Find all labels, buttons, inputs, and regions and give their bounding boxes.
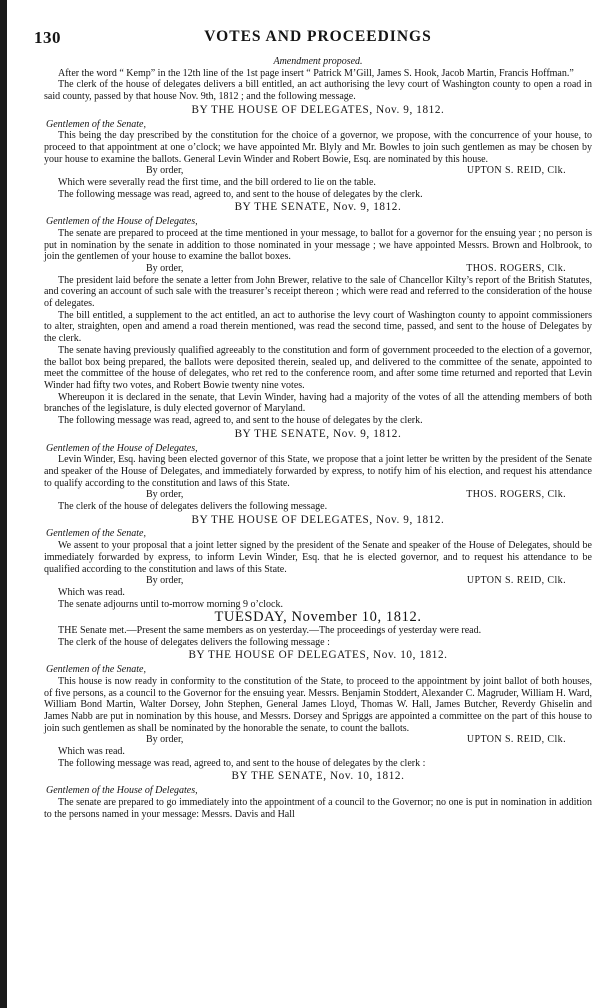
message-heading: BY THE SENATE, Nov. 9, 1812.	[234, 427, 402, 440]
by-order-text: By order,	[146, 734, 184, 746]
paragraph: The president laid before the senate a letter from John Brewer, relative to the sale of Chancellor Kilty’s report of the British Statutes, and covering an account of such sale with the treasurer’s receipt thereon ; which were read and referred to the consideration of the house of delegates.	[44, 274, 592, 310]
paragraph: Whereupon it is declared in the senate, that Levin Winder, having had a majority of the votes of all the attending members of both branches of the legislature, is duly elected governor of Maryland.	[44, 391, 592, 415]
paragraph: The following message was read, agreed to, and sent to the house of delegates by the clerk.	[58, 415, 423, 427]
paragraph: The clerk of the house of delegates delivers the following message.	[58, 501, 328, 513]
paragraph: The clerk of the house of delegates delivers the following message :	[58, 636, 330, 648]
document-body	[44, 56, 592, 820]
paragraph: Which were severally read the first time, and the bill ordered to lie on the table.	[58, 177, 376, 189]
page-header	[34, 26, 592, 56]
paragraph: After the word “ Kemp” in the 12th line of the 1st page insert “ Patrick M’Gill, James S. Hook, Jacob Martin, Francis Hoffman.”	[58, 67, 574, 79]
signature-line	[44, 489, 592, 501]
salutation: Gentlemen of the House of Delegates,	[46, 442, 198, 454]
page-number: 130	[34, 28, 61, 47]
signature-line	[44, 575, 592, 587]
paragraph: The senate are prepared to proceed at the time mentioned in your message, to ballot for a governor for the ensuing year ; no person is put in nomination by the senate in addition to those nominated in your message ; we have appointed Messrs. Brown and Holbrook, to join the gentlemen of your house to examine the ballot boxes.	[44, 227, 592, 263]
salutation: Gentlemen of the Senate,	[46, 528, 146, 540]
clerk-signature: THOS. ROGERS, Clk.	[466, 262, 566, 274]
salutation: Gentlemen of the House of Delegates,	[46, 216, 198, 228]
binding-gutter	[0, 0, 7, 1008]
paragraph: This being the day prescribed by the constitution for the choice of a governor, we propose, with the concurrence of your house, to proceed to that appointment at one o’clock; we have appointed Mr. Blyly and Mr. Bowles to join such gentlemen as may be chosen by your house to examine the ballots. General Levin Winder and Robert Bowie, Esq. are nominated by this house.	[44, 130, 592, 165]
salutation: Gentlemen of the Senate,	[46, 118, 146, 130]
paragraph: The senate having previously qualified agreeably to the constitution and form of government proceeded to the election of a governor, the ballot box being prepared, the ballots were deposited therein, sealed up, and delivered to the committee of the senate, appointed to meet the committee of the house of delegates, who ret red to the conference room, and after some time returned and reported that Levin Winder had fifty two votes, and Robert Bowie twenty nine votes.	[44, 344, 592, 391]
by-order-text: By order,	[146, 165, 184, 177]
by-order-text: By order,	[146, 575, 184, 587]
message-heading: BY THE HOUSE OF DELEGATES, Nov. 10, 1812.	[188, 649, 448, 662]
clerk-signature: UPTON S. REID, Clk.	[466, 734, 566, 746]
running-title: VOTES AND PROCEEDINGS	[204, 28, 432, 45]
paragraph: The bill entitled, a supplement to the act entitled, an act to authorise the levy court of Washington county to appoint commissioners to alter, straighten, open and amend a road therein mentioned, was read the second time, passed, and sent to the house of Delegates by the clerk.	[44, 309, 592, 345]
message-heading: BY THE HOUSE OF DELEGATES, Nov. 9, 1812.	[191, 513, 445, 526]
signature-line	[44, 263, 592, 275]
paragraph: THE Senate met.—Present the same members as on yesterday.—The proceedings of yesterday were read.	[58, 625, 482, 637]
signature-line	[44, 734, 592, 746]
paragraph: The following message was read, agreed to, and sent to the house of delegates by the clerk.	[58, 188, 423, 200]
paragraph: The senate adjourns until to-morrow morning 9 o’clock.	[58, 598, 283, 610]
message-heading: BY THE HOUSE OF DELEGATES, Nov. 9, 1812.	[191, 103, 445, 116]
clerk-signature: UPTON S. REID, Clk.	[466, 575, 566, 587]
signature-line	[44, 165, 592, 177]
amendment-heading: Amendment proposed.	[273, 56, 363, 67]
paragraph: We assent to your proposal that a joint letter signed by the president of the Senate and speaker of the House of Delegates, should be immediately forwarded by express, to inform Levin Winder, Esq. that he is elected governor, and to request his attendance to be qualified according to the constitution and laws of this State.	[44, 540, 592, 575]
by-order-text: By order,	[146, 489, 184, 501]
message-heading: BY THE SENATE, Nov. 10, 1812.	[231, 770, 405, 783]
paragraph: The senate are prepared to go immediately into the appointment of a council to the Governor; no one is put in nomination in addition to the persons named in your message: Messrs. Davis and Hall	[44, 796, 592, 820]
paragraph: Which was read.	[58, 746, 125, 758]
message-heading: BY THE SENATE, Nov. 9, 1812.	[234, 201, 402, 214]
by-order-text: By order,	[146, 262, 184, 274]
paragraph: The following message was read, agreed to, and sent to the house of delegates by the clerk :	[58, 757, 426, 769]
paragraph: Which was read.	[58, 586, 125, 598]
day-heading: TUESDAY, November 10, 1812.	[214, 609, 422, 626]
paragraph: The clerk of the house of delegates delivers a bill entitled, an act authorising the levy court of Washington county to open a road in said county, passed by that house Nov. 9th, 1812 ; and the following message.	[44, 79, 592, 103]
clerk-signature: UPTON S. REID, Clk.	[466, 165, 566, 177]
salutation: Gentlemen of the Senate,	[46, 664, 146, 676]
salutation: Gentlemen of the House of Delegates,	[46, 785, 198, 797]
clerk-signature: THOS. ROGERS, Clk.	[466, 489, 566, 501]
paragraph: This house is now ready in conformity to the constitution of the State, to proceed to the appointment by joint ballot of both houses, of five persons, as a council to the Governor for the ensuing year. Messrs. Benjamin Stoddert, Alexander C. Magruder, William H. Ward, William Bond Martin, Walter Dorsey, John Stephen, General James Lloyd, Thomas W. Hall, James Butcher, Reverdy Ghiselin and James Nabb are put in nomination by this house, and Messrs. Dorsey and Spriggs are appointed a committee on the part of this house to join such gentlemen as shall be nominated by the honorable the senate, to count the ballots.	[44, 675, 592, 734]
paragraph: Levin Winder, Esq. having been elected governor of this State, we propose that a joint letter be written by the president of the Senate and speaker of the House of Delegates, and immediately forwarded by express, to notify him of his election, and request his attendance to qualify according to the constitution and laws of this State.	[44, 454, 592, 489]
